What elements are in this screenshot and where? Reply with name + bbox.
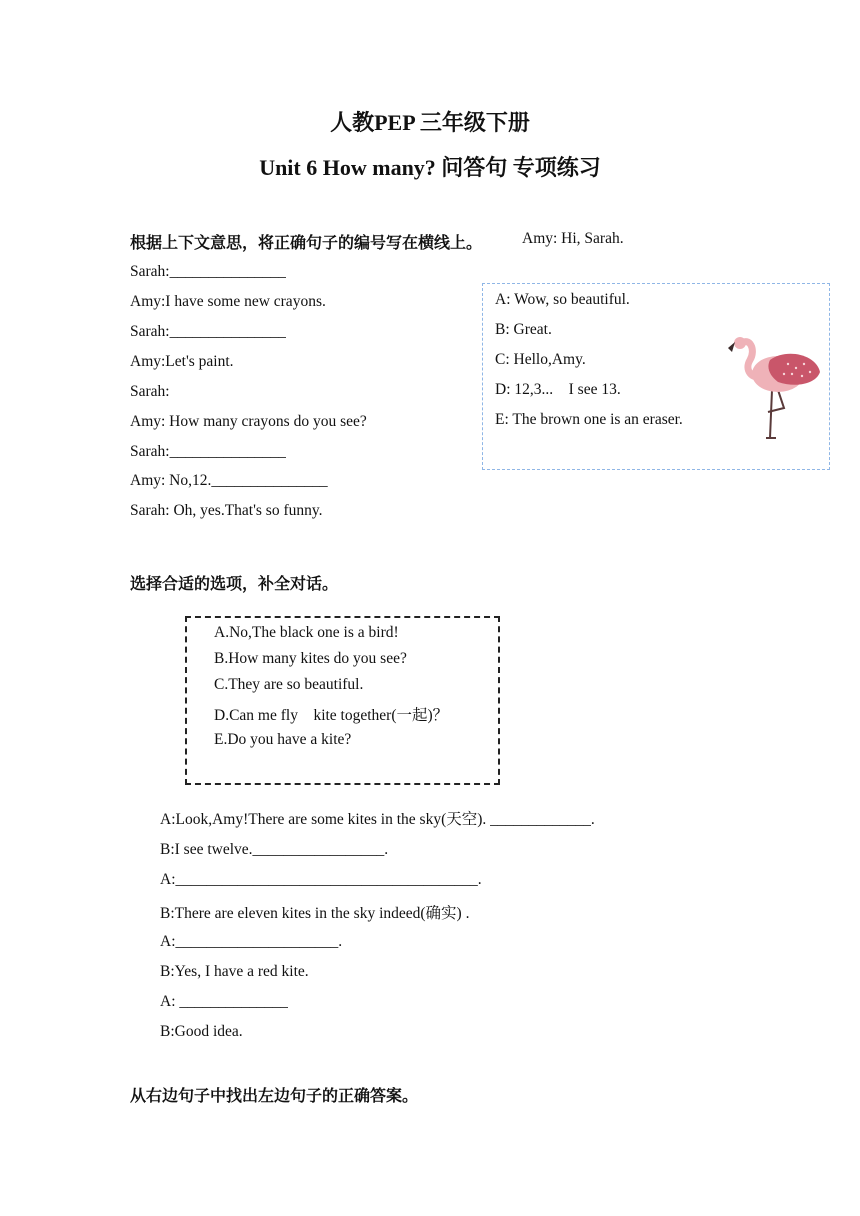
dialogue2-line: A:_______________________________________. [160,871,482,888]
dialogue1-line: Amy: No,12._______________ [130,472,328,489]
section1-intro: Amy: Hi, Sarah. [522,230,624,247]
dialogue1-line: Sarah:_______________ [130,323,286,340]
dialogue2-line: B:I see twelve._________________. [160,841,389,858]
dialogue1-line: Amy: How many crayons do you see? [130,413,367,430]
flamingo-icon [726,330,822,442]
page-title: 人教PEP 三年级下册 [330,110,530,135]
page-subtitle: Unit 6 How many? 问答句 专项练习 [259,155,601,180]
dialogue2-line: A:_____________________. [160,933,343,950]
option-c: C.They are so beautiful. [214,676,364,693]
section2-heading: 选择合适的选项，补全对话。 [130,576,339,593]
dialogue1-line: Sarah: Oh, yes.That's so funny. [130,502,323,519]
option-d: D.Can me fly kite together(一起)？ [214,707,449,724]
dialogue2-line: B:Good idea. [160,1023,243,1040]
dialogue2-line: B:There are eleven kites in the sky indeed(确实) . [160,905,470,922]
dialogue1-line: Amy:Let's paint. [130,353,234,370]
dialogue2-line: B:Yes, I have a red kite. [160,963,309,980]
dialogue2-line: A: ______________ [160,993,288,1010]
option-b: B.How many kites do you see? [214,650,407,667]
section1-heading: 根据上下文意思，将正确句子的编号写在横线上。 [130,235,483,252]
dialogue1-line: Sarah:_______________ [130,443,286,460]
option-e: E: The brown one is an eraser. [495,411,683,428]
option-d: D: 12,3... I see 13. [495,381,621,398]
option-b: B: Great. [495,321,552,338]
dialogue1-line: Sarah:_______________ [130,263,286,280]
dialogue1-line: Amy:I have some new crayons. [130,293,326,310]
option-a: A: Wow, so beautiful. [495,291,630,308]
dialogue1-line: Sarah: [130,383,170,400]
dialogue2-line: A:Look,Amy!There are some kites in the sky(天空). _____________. [160,811,595,828]
option-c: C: Hello,Amy. [495,351,586,368]
section3-heading: 从右边句子中找出左边句子的正确答案。 [130,1088,419,1105]
option-a: A.No,The black one is a bird! [214,624,399,641]
option-e: E.Do you have a kite? [214,731,352,748]
